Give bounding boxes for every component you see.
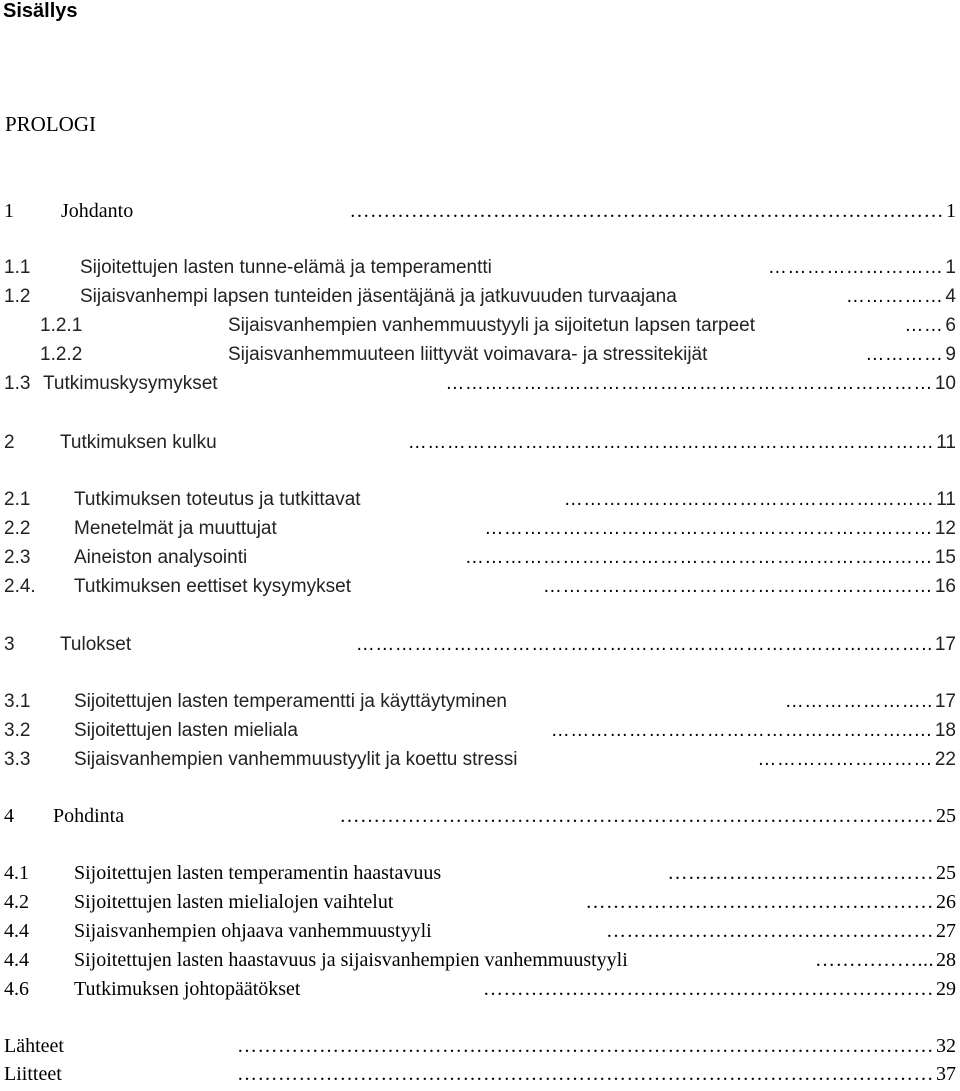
toc-entry-number: 3.1 <box>4 691 31 712</box>
toc-entry[interactable] <box>0 576 956 604</box>
toc-entry-title: Liitteet <box>4 1063 62 1085</box>
toc-entry[interactable] <box>0 1063 956 1091</box>
toc-entry-leader: ………………………………………………………………… <box>445 373 933 394</box>
toc-entry-number: 4.4 <box>4 920 29 942</box>
toc-entry-leader: ..…………………………………………………………………………… <box>355 634 933 655</box>
toc-entry-title: Aineiston analysointi <box>74 547 248 568</box>
toc-entry[interactable] <box>0 920 956 948</box>
toc-entry-page: 18 <box>934 720 956 741</box>
toc-entry-leader: ………………………………………………… <box>563 489 935 510</box>
toc-entry-title: Johdanto <box>61 200 134 222</box>
toc-entry-title: Sijaisvanhempien ohjaava vanhemmuustyyli <box>74 920 432 942</box>
toc-entry-number: 1.2.1 <box>40 315 83 336</box>
toc-entry-number: 4.2 <box>4 891 29 913</box>
toc-entry-number: 2.1 <box>4 489 31 510</box>
toc-entry[interactable] <box>0 315 956 343</box>
page-title: Sisällys <box>3 0 78 22</box>
toc-entry-leader: ………………………………………………………………………………………… <box>237 1035 934 1057</box>
toc-entry-page: 1 <box>945 257 956 278</box>
toc-entry-title: Sijaisvanhempien vanhemmuustyylit ja koettu stressi <box>74 749 518 770</box>
toc-entry-page: 32 <box>936 1035 956 1057</box>
toc-entry-number: 1.3 <box>4 373 31 394</box>
toc-entry[interactable] <box>0 949 956 977</box>
toc-entry-title: Tutkimuksen johtopäätökset <box>74 978 301 1000</box>
toc-entry[interactable] <box>0 978 956 1006</box>
toc-entry-page: 28 <box>936 949 956 971</box>
toc-entry[interactable] <box>0 805 956 833</box>
toc-entry-number: 1 <box>4 200 14 222</box>
toc-entry[interactable] <box>0 373 956 401</box>
toc-entry-page: 26 <box>936 891 956 913</box>
toc-entry-leader: ……………………… <box>757 749 933 770</box>
toc-entry-title: Sijaisvanhemmuuteen liittyvät voimavara- ja stressitekijät <box>228 344 708 365</box>
toc-entry-number: 2 <box>4 432 15 453</box>
toc-entry-title: Sijoitettujen lasten mielialojen vaihtelut <box>74 891 394 913</box>
toc-entry-title: Sijoitettujen lasten haastavuus ja sijaisvanhempien vanhemmuustyyli <box>74 949 628 971</box>
toc-entry-title: Menetelmät ja muuttujat <box>74 518 277 539</box>
toc-entry-number: 1.2.2 <box>40 344 83 365</box>
toc-entry-leader: …………… <box>845 286 944 307</box>
toc-entry-number: 2.4. <box>4 576 36 597</box>
toc-entry-leader: …………………………………………………………………………… <box>349 200 944 222</box>
toc-entry-page: 6 <box>945 315 956 336</box>
toc-entry-page: 17 <box>934 691 956 712</box>
toc-entry-title: Tutkimuskysymykset <box>43 373 218 394</box>
toc-entry[interactable] <box>0 344 956 372</box>
toc-entry[interactable] <box>0 634 956 662</box>
toc-entry-leader: ………………………………… <box>667 862 934 884</box>
toc-entry-page: 12 <box>934 518 956 539</box>
toc-entry-page: 11 <box>936 489 956 510</box>
toc-entry-number: 2.2 <box>4 518 31 539</box>
toc-entry-page: 25 <box>936 862 956 884</box>
toc-entry-number: 1.2 <box>4 286 31 307</box>
toc-entry-leader: ………………………………………………………………………………………… <box>237 1063 934 1085</box>
toc-entry-page: 27 <box>936 920 956 942</box>
toc-entry[interactable] <box>0 257 956 285</box>
toc-entry-number: 2.3 <box>4 547 31 568</box>
toc-entry[interactable] <box>0 489 956 517</box>
toc-entry-title: Sijaisvanhempi lapsen tunteiden jäsentäjänä ja jatkuvuuden turvaajana <box>80 286 677 307</box>
toc-entry[interactable] <box>0 720 956 748</box>
toc-entry-leader: …………………………………………… <box>585 891 934 913</box>
toc-entry-number: 4.6 <box>4 978 29 1000</box>
toc-entry-page: 15 <box>934 547 956 568</box>
toc-entry-leader: …………………………………………………………… <box>484 518 933 539</box>
toc-entry-leader: ...…………… <box>815 949 934 971</box>
toc-entry[interactable] <box>0 200 956 228</box>
toc-entry-number: 3.3 <box>4 749 31 770</box>
toc-entry-leader: …………………………………………………… <box>542 576 933 597</box>
toc-entry[interactable] <box>0 286 956 314</box>
toc-entry-leader: ……………………………………………………………… <box>464 547 933 568</box>
toc-entry-leader: ………… <box>865 344 944 365</box>
toc-entry-leader: ……………………… <box>767 257 944 278</box>
toc-entry-leader: ………………………………………………………… <box>483 978 934 1000</box>
toc-entry-title: Tutkimuksen toteutus ja tutkittavat <box>74 489 361 510</box>
prologue-heading: PROLOGI <box>5 112 97 136</box>
toc-entry-number: 1.1 <box>4 257 31 278</box>
toc-entry[interactable] <box>0 547 956 575</box>
toc-entry-title: Sijoitettujen lasten mieliala <box>74 720 298 741</box>
toc-entry-title: Sijoitettujen lasten tunne-elämä ja temperamentti <box>80 257 492 278</box>
toc-entry-leader: ..………………… <box>784 691 933 712</box>
toc-entry[interactable] <box>0 891 956 919</box>
toc-entry[interactable] <box>0 1035 956 1063</box>
toc-entry[interactable] <box>0 749 956 777</box>
toc-entry-number: 4 <box>4 805 14 827</box>
toc-entry-leader: …………………………………………………………………………… <box>339 805 934 827</box>
toc-entry-page: 25 <box>936 805 956 827</box>
toc-entry-number: 4.1 <box>4 862 29 884</box>
toc-entry-leader: …..……………………………………………… <box>550 720 933 741</box>
toc-entry-page: 1 <box>946 200 956 222</box>
toc-entry-title: Sijaisvanhempien vanhemmuustyyli ja sijoitetun lapsen tarpeet <box>228 315 756 336</box>
toc-entry-number: 3.2 <box>4 720 31 741</box>
toc-entry-leader: ……………………………………………………………………… <box>407 432 935 453</box>
toc-entry-leader: ………………………………………… <box>606 920 934 942</box>
toc-entry-leader: …… <box>904 315 944 336</box>
toc-entry[interactable] <box>0 691 956 719</box>
toc-entry-page: 16 <box>934 576 956 597</box>
toc-entry-page: 17 <box>934 634 956 655</box>
toc-entry-title: Sijoitettujen lasten temperamentti ja käyttäytyminen <box>74 691 507 712</box>
toc-entry-number: 3 <box>4 634 15 655</box>
toc-entry-page: 9 <box>945 344 956 365</box>
toc-entry-page: 11 <box>936 432 956 453</box>
toc-entry[interactable] <box>0 518 956 546</box>
toc-entry-page: 37 <box>936 1063 956 1085</box>
toc-entry[interactable] <box>0 862 956 890</box>
toc-entry-page: 10 <box>934 373 956 394</box>
toc-entry-title: Sijoitettujen lasten temperamentin haastavuus <box>74 862 442 884</box>
toc-entry-page: 22 <box>934 749 956 770</box>
toc-entry[interactable] <box>0 432 956 460</box>
toc-entry-page: 4 <box>945 286 956 307</box>
toc-entry-title: Tutkimuksen eettiset kysymykset <box>74 576 351 597</box>
toc-entry-title: Tutkimuksen kulku <box>60 432 217 453</box>
toc-entry-number: 4.4 <box>4 949 29 971</box>
toc-entry-title: Lähteet <box>4 1035 64 1057</box>
toc-entry-title: Pohdinta <box>53 805 125 827</box>
toc-entry-page: 29 <box>936 978 956 1000</box>
toc-entry-title: Tulokset <box>60 634 132 655</box>
